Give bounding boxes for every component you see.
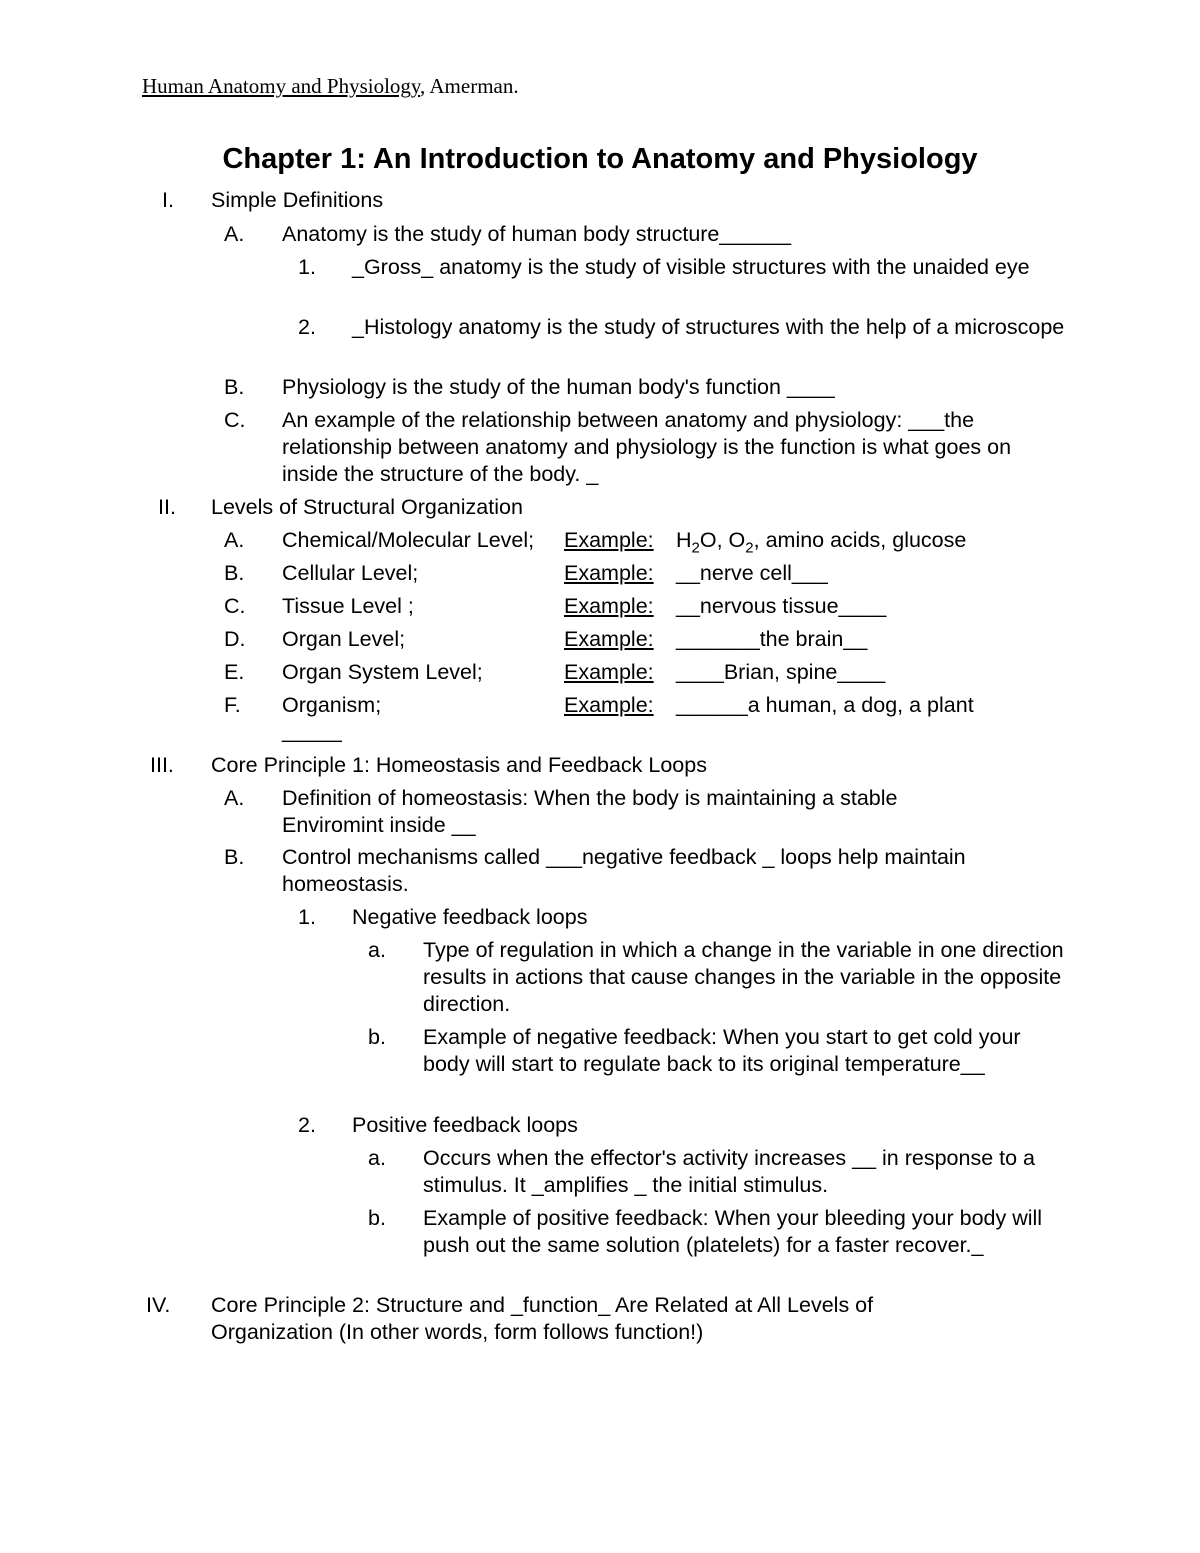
item-marker: D.	[224, 627, 246, 651]
subsubitem-marker: b.	[368, 1206, 386, 1230]
level-example: __nervous tissue____	[676, 594, 887, 618]
running-header	[142, 74, 519, 99]
example-label: Example:	[564, 561, 654, 585]
subitem-text: Positive feedback loops	[352, 1113, 578, 1137]
item-text: An example of the relationship between anatomy and physiology: ___the relationship between anatomy and physiology is the function is what goes on inside the structure of the body. _	[282, 408, 1012, 486]
chapter-title: Chapter 1: An Introduction to Anatomy and Physiology	[222, 143, 978, 175]
level-name: Cellular Level;	[282, 561, 419, 585]
author-name: , Amerman.	[420, 74, 519, 98]
level-example-wrap: _____	[282, 719, 342, 743]
section-marker: III.	[150, 753, 174, 777]
subitem-text: _Gross_ anatomy is the study of visible structures with the unaided eye	[352, 255, 1030, 279]
level-example: $H_2O$, $O_2$, amino acids, glucose	[676, 528, 967, 557]
example-label: Example:	[564, 528, 654, 552]
subsubitem-marker: a.	[368, 938, 386, 962]
section-heading: Core Principle 2: Structure and _function_ Are Related at All Levels of Organization (In other words, form follows function!)	[211, 1293, 874, 1344]
subitem-marker: 1.	[298, 905, 316, 929]
item-text: Anatomy is the study of human body structure______	[282, 222, 792, 246]
level-name: Tissue Level ;	[282, 594, 414, 618]
item-marker: A.	[224, 786, 245, 810]
example-label: Example:	[564, 660, 654, 684]
item-text: Physiology is the study of the human body's function ____	[282, 375, 835, 399]
item-marker: B.	[224, 375, 245, 399]
subsubitem-text: Example of positive feedback: When your bleeding your body will push out the same solution (platelets) for a faster recover._	[423, 1206, 1043, 1257]
section-marker: IV.	[146, 1293, 171, 1317]
subitem-text: _Histology anatomy is the study of structures with the help of a microscope	[352, 315, 1065, 339]
level-name: Chemical/Molecular Level;	[282, 528, 535, 552]
item-marker: A.	[224, 528, 245, 552]
subsubitem-marker: b.	[368, 1025, 386, 1049]
item-text: Definition of homeostasis: When the body is maintaining a stable Enviromint inside __	[282, 786, 898, 837]
section-marker: II.	[158, 495, 176, 519]
book-title: Human Anatomy and Physiology	[142, 74, 421, 98]
subsubitem-marker: a.	[368, 1146, 386, 1170]
item-marker: E.	[224, 660, 245, 684]
level-example: _______the brain__	[676, 627, 868, 651]
item-text: Control mechanisms called ___negative feedback _ loops help maintain homeostasis.	[282, 845, 966, 896]
item-marker: B.	[224, 845, 245, 869]
example-label: Example:	[564, 594, 654, 618]
subsubitem-text: Type of regulation in which a change in the variable in one direction results in actions that cause changes in the variable in the opposite direction.	[423, 938, 1064, 1016]
level-name: Organ Level;	[282, 627, 406, 651]
level-example: __nerve cell___	[676, 561, 828, 585]
section-heading: Simple Definitions	[211, 188, 384, 212]
level-name: Organ System Level;	[282, 660, 483, 684]
level-example: ______a human, a dog, a plant	[676, 693, 974, 717]
section-heading: Levels of Structural Organization	[211, 495, 523, 519]
item-marker: C.	[224, 594, 246, 618]
item-marker: F.	[224, 693, 241, 717]
example-label: Example:	[564, 627, 654, 651]
item-marker: B.	[224, 561, 245, 585]
subitem-marker: 1.	[298, 255, 316, 279]
subsubitem-text: Example of negative feedback: When you start to get cold your body will start to regulate back to its original temperature__	[423, 1025, 1021, 1076]
section-marker: I.	[162, 188, 174, 212]
subsubitem-text: Occurs when the effector's activity increases __ in response to a stimulus. It _amplifies _ the initial stimulus.	[423, 1146, 1035, 1197]
section-heading: Core Principle 1: Homeostasis and Feedback Loops	[211, 753, 707, 777]
level-example: ____Brian, spine____	[676, 660, 886, 684]
subitem-marker: 2.	[298, 315, 316, 339]
example-label: Example:	[564, 693, 654, 717]
level-name: Organism;	[282, 693, 382, 717]
subitem-marker: 2.	[298, 1113, 316, 1137]
subitem-text: Negative feedback loops	[352, 905, 588, 929]
item-marker: C.	[224, 408, 246, 432]
item-marker: A.	[224, 222, 245, 246]
